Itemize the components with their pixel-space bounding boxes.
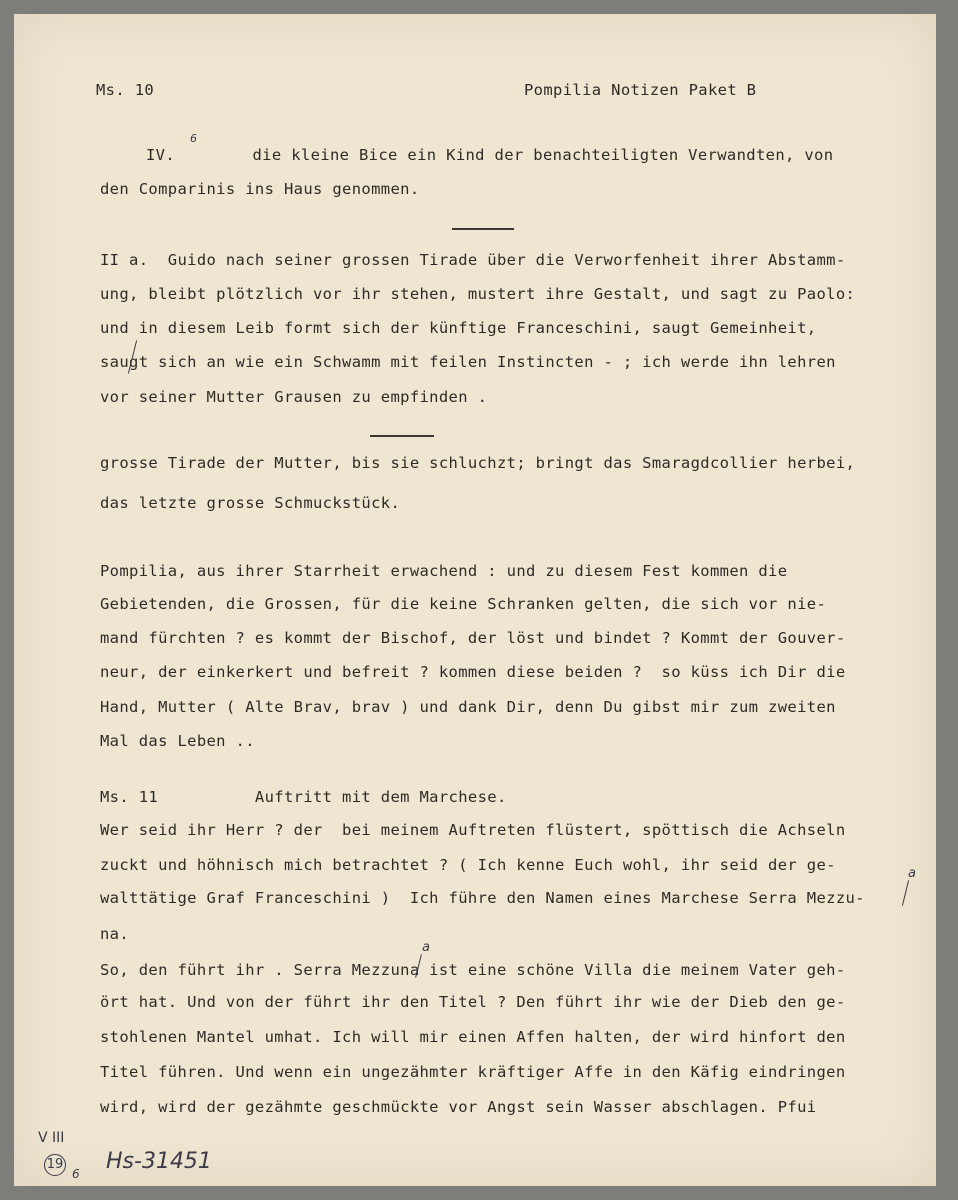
text-line: na. [100,925,130,943]
margin-note-roman: V III [38,1130,65,1146]
text-line: Wer seid ihr Herr ? der bei meinem Auftreten flüstert, spöttisch die Achseln [100,821,846,839]
text-line: walttätige Graf Franceschini ) Ich führe den Namen eines Marchese Serra Mezzu- [100,889,865,907]
text-line: neur, der einkerkert und befreit ? kommen diese beiden ? so küss ich Dir die [100,663,846,681]
text-line: Gebietenden, die Grossen, für die keine Schranken gelten, die sich vor nie- [100,595,827,613]
section-divider [370,435,434,437]
handwritten-correction: a [422,940,430,955]
text-line: stohlenen Mantel umhat. Ich will mir einen Affen halten, der wird hinfort den [100,1028,846,1046]
text-line: saugt sich an wie ein Schwamm mit feilen Instincten - ; ich werde ihn lehren [100,353,836,371]
text-line: wird, wird der gezähmte geschmückte vor Angst sein Wasser abschlagen. Pfui [100,1098,817,1116]
handwritten-correction: a [908,866,916,881]
text-line: das letzte grosse Schmuckstück. [100,494,401,512]
text-line: So, den führt ihr . Serra Mezzuna ist eine schöne Villa die meinem Vater geh- [100,961,846,979]
text-line: zuckt und höhnisch mich betrachtet ? ( Ich kenne Euch wohl, ihr seid der ge- [100,856,836,874]
margin-sub-number: 6 [72,1167,80,1181]
margin-circled-number: 19 [44,1154,66,1176]
header-ms-number: Ms. 10 [96,81,155,99]
text-line: und in diesem Leib formt sich der künftige Franceschini, saugt Gemeinheit, [100,319,817,337]
document-page [14,14,936,1186]
text-line: Hand, Mutter ( Alte Brav, brav ) und dank Dir, denn Du gibst mir zum zweiten [100,698,836,716]
header-title: Pompilia Notizen Paket B [524,81,757,99]
section-heading: Ms. 11 Auftritt mit dem Marchese. [100,788,507,806]
text-line: mand fürchten ? es kommt der Bischof, der löst und bindet ? Kommt der Gouver- [100,629,846,647]
text-line: IV. die kleine Bice ein Kind der benachteiligten Verwandten, von [146,146,834,164]
section-divider [452,228,514,230]
text-line: Pompilia, aus ihrer Starrheit erwachend : und zu diesem Fest kommen die [100,562,788,580]
text-line: vor seiner Mutter Grausen zu empfinden . [100,388,488,406]
text-line: ört hat. Und von der führt ihr den Titel ? Den führt ihr wie der Dieb den ge- [100,993,846,1011]
text-line: grosse Tirade der Mutter, bis sie schluchzt; bringt das Smaragdcollier herbei, [100,454,856,472]
handwritten-correction-mark [902,880,909,905]
archive-shelfmark: Hs-31451 [106,1149,212,1174]
text-line: ung, bleibt plötzlich vor ihr stehen, mustert ihre Gestalt, und sagt zu Paolo: [100,285,856,303]
text-line: den Comparinis ins Haus genommen. [100,180,420,198]
text-line: Mal das Leben .. [100,732,255,750]
handwritten-superscript: 6 [190,132,197,145]
text-line: Titel führen. Und wenn ein ungezähmter kräftiger Affe in den Käfig eindringen [100,1063,846,1081]
text-line: II a. Guido nach seiner grossen Tirade über die Verworfenheit ihrer Abstamm- [100,251,846,269]
